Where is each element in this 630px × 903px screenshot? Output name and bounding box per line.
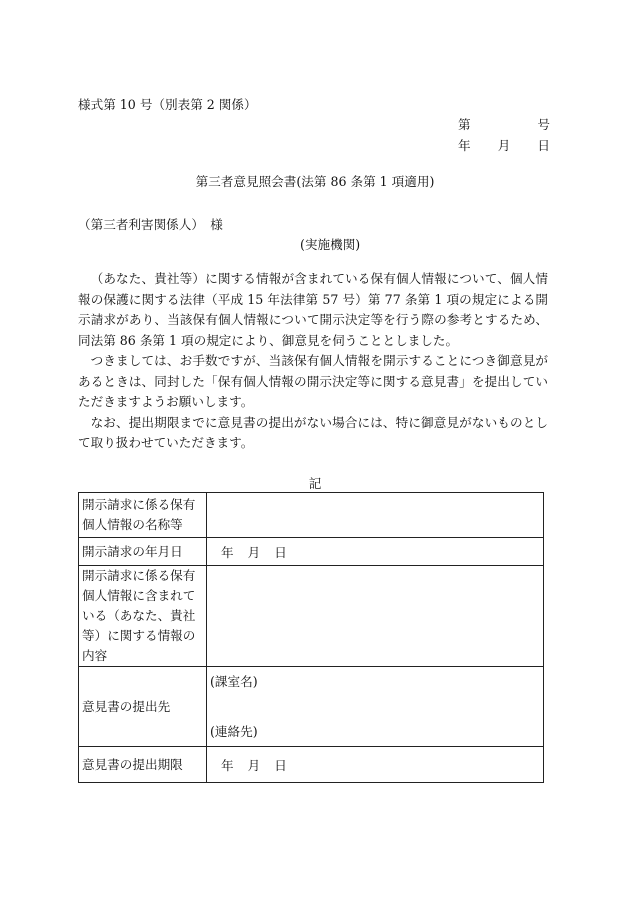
- date-year: 年: [458, 138, 471, 153]
- date-month: 月: [497, 138, 511, 153]
- deadline-year: 年: [221, 758, 234, 773]
- table-value-deadline: [207, 747, 544, 783]
- request-date-year: 年: [221, 545, 234, 560]
- deadline-month: 月: [247, 758, 261, 773]
- table-value-info-name: [207, 493, 544, 538]
- body-paragraph-1: （あなた、貴社等）に関する情報が含まれている保有個人情報について、個人情報の保護に関する法律（平成 15 年法律第 57 号）第 77 条第 1 項の規定による開示請求があり、当該保有個人情報について開示決定等を行う際の参考とするため、同法第 86 条第 1 項の規定により、御意見を伺うこととしました。: [78, 271, 548, 348]
- table-value-request-date: [207, 538, 544, 566]
- request-date-day: 日: [274, 545, 287, 560]
- info-table: [78, 492, 544, 783]
- table-row-submit-to: [79, 667, 544, 747]
- table-value-submit-to: [207, 667, 544, 747]
- date-line: [458, 137, 550, 155]
- table-label-submit-to: 意見書の提出先: [79, 667, 207, 747]
- reference-number-line: [458, 116, 550, 134]
- document-title: 第三者意見照会書(法第 86 条第 1 項適用): [195, 174, 435, 189]
- table-row-deadline: [79, 747, 544, 783]
- date-day: 日: [537, 138, 550, 153]
- table-label-info-content: 開示請求に係る保有個人情報に含まれている（あなた、貴社等）に関する情報の内容: [79, 566, 207, 667]
- table-row-info-name: [79, 493, 544, 538]
- ref-no-go: 号: [537, 117, 550, 132]
- table-label-info-name: 開示請求に係る保有個人情報の名称等: [79, 493, 207, 538]
- table-row-request-date: [79, 538, 544, 566]
- body-text: [78, 269, 548, 454]
- body-paragraph-3: なお、提出期限までに意見書の提出がない場合には、特に御意見がないものとして取り扱わせていただきます。: [78, 414, 548, 450]
- request-date-month: 月: [247, 545, 261, 560]
- table-label-deadline: 意見書の提出期限: [79, 747, 207, 783]
- form-number: 様式第 10 号（別表第 2 関係）: [78, 97, 257, 112]
- deadline-day: 日: [274, 758, 287, 773]
- table-row-info-content: [79, 566, 544, 667]
- issuing-agency: (実施機関): [300, 237, 361, 252]
- ref-no-dai: 第: [458, 117, 471, 132]
- submit-to-section: (課室名): [210, 673, 258, 689]
- body-paragraph-2: つきましては、お手数ですが、当該保有個人情報を開示することにつき御意見があるときは、同封した「保有個人情報の開示決定等に関する意見書」を提出していただきますようお願いします。: [78, 353, 548, 409]
- table-label-request-date: 開示請求の年月日: [79, 538, 207, 566]
- ki-heading: 記: [308, 476, 322, 491]
- addressee: （第三者利害関係人） 様: [78, 217, 223, 232]
- table-value-info-content: [207, 566, 544, 667]
- submit-to-contact: (連絡先): [210, 723, 258, 739]
